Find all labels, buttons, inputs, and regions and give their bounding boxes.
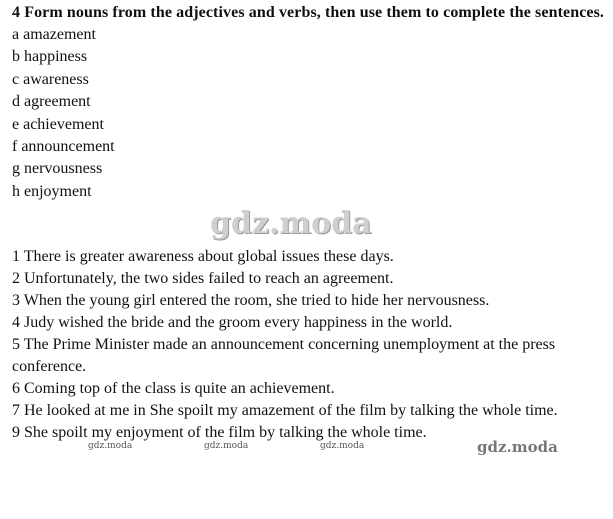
noun-item: a amazement xyxy=(12,26,96,43)
sentence-item: 1 There is greater awareness about global issues these days. xyxy=(12,248,394,265)
sentence-item: 2 Unfortunately, the two sides failed to reach an agreement. xyxy=(12,270,394,287)
noun-item: f announcement xyxy=(12,138,115,156)
noun-item: b happiness xyxy=(12,48,88,66)
sentence-item: 5 The Prime Minister made an announcement concerning unemployment at the press conference. xyxy=(12,336,556,375)
watermark-small: gdz.moda xyxy=(320,441,365,451)
sentence-item: 9 She spoilt my enjoyment of the film by talking the whole time. xyxy=(12,424,427,441)
noun-item: d agreement xyxy=(12,93,91,111)
noun-list xyxy=(12,24,608,203)
sentence-list xyxy=(12,246,608,444)
noun-item: c awareness xyxy=(12,70,89,88)
sentence-item: 4 Judy wished the bride and the groom every happiness in the world. xyxy=(12,314,453,331)
watermark-right: gdz.moda xyxy=(477,438,558,456)
sentence-item: 6 Coming top of the class is quite an achievement. xyxy=(12,380,335,397)
noun-item: h enjoyment xyxy=(12,182,92,200)
sentence-item: 7 He looked at me in She spoilt my amazement of the film by talking the whole time. xyxy=(12,402,558,419)
watermark-small: gdz.moda xyxy=(204,441,249,451)
noun-item: e achievement xyxy=(12,115,104,133)
watermark-small: gdz.moda xyxy=(88,441,133,451)
watermark-large: gdz.moda xyxy=(210,206,372,241)
sentence-item: 3 When the young girl entered the room, she tried to hide her nervousness. xyxy=(12,292,490,309)
exercise-heading: 4 Form nouns from the adjectives and verbs, then use them to complete the sentences. xyxy=(12,4,605,21)
noun-item: g nervousness xyxy=(12,160,103,178)
